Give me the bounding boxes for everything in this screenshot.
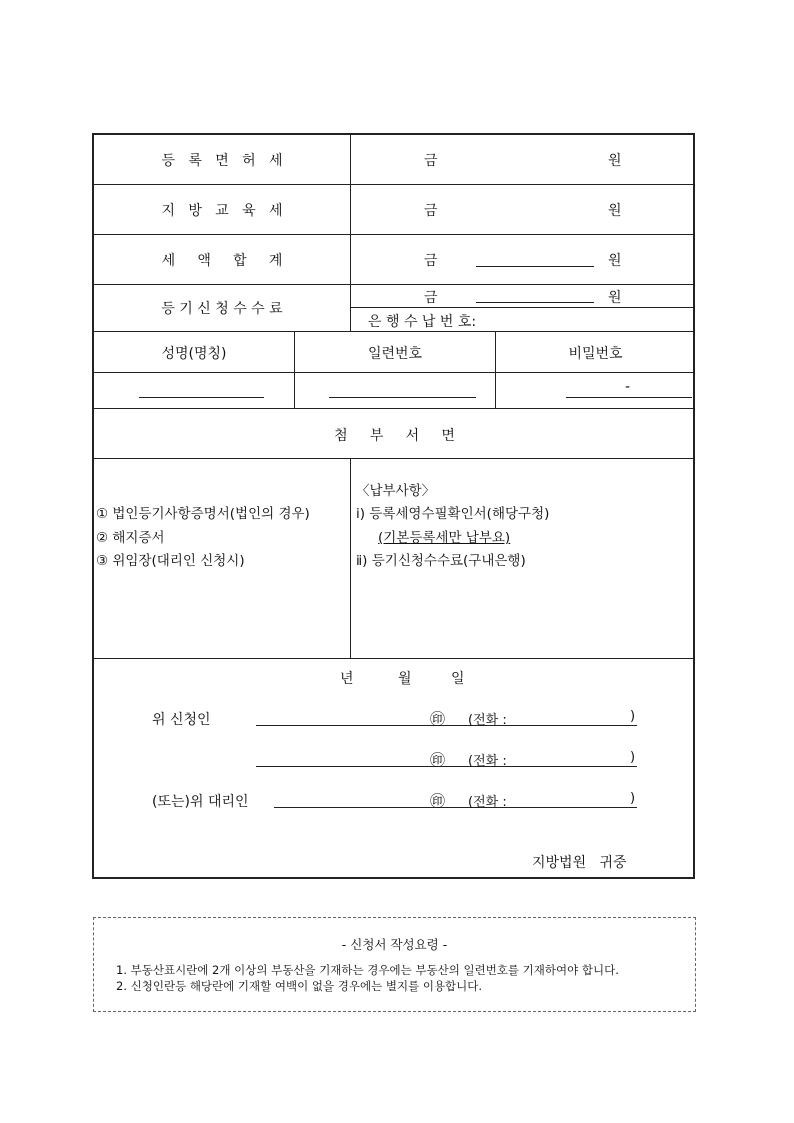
divider [93, 284, 695, 285]
filing-fee-prefix: 금 [424, 290, 438, 306]
registration-tax-prefix: 금 [424, 153, 438, 169]
divider [93, 184, 695, 185]
seal-icon: ㊞ [430, 710, 446, 728]
seal-icon: ㊞ [430, 751, 446, 769]
divider [93, 458, 695, 459]
attachment-item: ② 해지증서 [96, 530, 165, 546]
filing-fee-suffix: 원 [608, 290, 622, 306]
applicant-name-field[interactable] [256, 725, 637, 726]
registration-tax-label: 등 록 면 허 세 [161, 153, 283, 169]
divider [350, 307, 695, 308]
court-addressee: 지방법원 귀중 [532, 855, 627, 871]
agent-label: (또는)위 대리인 [152, 794, 249, 810]
password-dash: - [625, 379, 631, 395]
education-tax-prefix: 금 [424, 203, 438, 219]
payment-item: ⅰ) 등록세영수필확인서(해당구청) [356, 506, 550, 522]
applicant-label: 위 신청인 [152, 712, 211, 728]
date-month: 월 [398, 671, 412, 687]
phone-close: ) [630, 709, 636, 724]
divider [350, 458, 351, 658]
registration-tax-suffix: 원 [608, 153, 622, 169]
education-tax-label: 지 방 교 육 세 [161, 203, 283, 219]
date-year: 년 [340, 671, 354, 687]
instruction-line: 1. 부동산표시란에 2개 이상의 부동산을 기재하는 경우에는 부동산의 일련번호를 기재하여야 합니다. [116, 963, 619, 977]
instruction-line: 2. 신청인란등 해당란에 기재할 여백이 없을 경우에는 별지를 이용합니다. [116, 979, 483, 993]
filing-fee-label: 등 기 신 청 수 수 료 [161, 301, 283, 317]
tax-total-suffix: 원 [608, 253, 622, 269]
instructions-title: - 신청서 작성요령 - [341, 937, 448, 952]
applicant-name-field-2[interactable] [256, 766, 637, 767]
phone-close: ) [630, 750, 636, 765]
attachment-item: ③ 위임장(대리인 신청시) [96, 553, 245, 569]
agent-name-field[interactable] [274, 807, 637, 808]
payment-title: 〈납부사항〉 [356, 483, 436, 499]
phone-open: (전화 : [468, 795, 507, 810]
payment-item-note: (기본등록세만 납부요) [378, 530, 511, 546]
attachments-title: 첨 부 서 면 [334, 428, 455, 444]
payment-item: ⅱ) 등기신청수수료(구내은행) [356, 553, 526, 569]
divider [93, 372, 695, 373]
phone-open: (전화 : [468, 754, 507, 769]
divider [93, 658, 695, 659]
date-day: 일 [451, 671, 465, 687]
divider [93, 234, 695, 235]
name-field[interactable] [139, 397, 264, 398]
divider [93, 331, 695, 332]
password-header: 비밀번호 [568, 346, 623, 362]
serial-number-header: 일련번호 [367, 346, 423, 362]
password-field[interactable] [566, 397, 692, 398]
attachment-item: ① 법인등기사항증명서(법인의 경우) [96, 506, 310, 522]
divider [93, 408, 695, 409]
phone-close: ) [630, 791, 636, 806]
tax-total-amount-field[interactable] [476, 266, 594, 267]
seal-icon: ㊞ [430, 792, 446, 810]
serial-number-field[interactable] [329, 397, 476, 398]
bank-receipt-number-label: 은 행 수 납 번 호: [368, 314, 477, 330]
phone-open: (전화 : [468, 713, 507, 728]
education-tax-suffix: 원 [608, 203, 622, 219]
name-header: 성명(명칭) [161, 346, 227, 362]
divider [350, 134, 351, 331]
filing-fee-amount-field[interactable] [476, 302, 594, 303]
tax-total-label: 세 액 합 계 [161, 253, 283, 269]
tax-total-prefix: 금 [424, 253, 438, 269]
